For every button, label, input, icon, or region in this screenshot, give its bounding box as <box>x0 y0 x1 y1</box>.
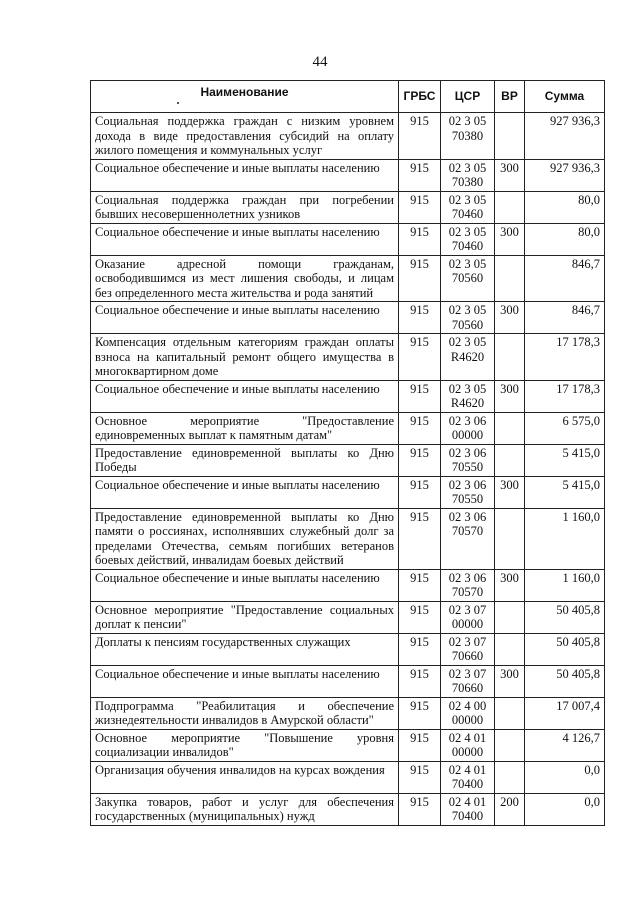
header-name: Наименование <box>91 81 399 113</box>
row-vr <box>495 444 525 476</box>
row-grbs: 915 <box>399 601 441 633</box>
row-sum: 50 405,8 <box>525 633 605 665</box>
table-row <box>91 191 605 223</box>
row-csr <box>441 476 495 508</box>
row-name: Социальное обеспечение и иные выплаты населению <box>91 159 399 191</box>
row-csr-line1: 02 4 01 <box>448 794 487 809</box>
row-csr <box>441 793 495 825</box>
table-header-row <box>91 81 605 113</box>
row-vr: 300 <box>495 569 525 601</box>
row-sum: 17 178,3 <box>525 334 605 381</box>
row-vr: 300 <box>495 223 525 255</box>
row-csr-line2: 70380 <box>451 128 484 143</box>
row-vr <box>495 113 525 160</box>
row-csr-line2: 00000 <box>451 428 484 442</box>
row-csr <box>441 412 495 444</box>
row-csr <box>441 508 495 569</box>
row-name: Основное мероприятие "Предоставление социальных доплат к пенсии" <box>91 601 399 633</box>
row-csr-line1: 02 3 05 <box>448 335 487 349</box>
row-vr: 300 <box>495 665 525 697</box>
table-row <box>91 633 605 665</box>
row-grbs: 915 <box>399 380 441 412</box>
row-csr-line2: 70550 <box>451 492 484 506</box>
row-csr-line1: 02 3 05 <box>448 224 487 239</box>
row-csr <box>441 159 495 191</box>
row-csr-line1: 02 3 06 <box>448 445 487 460</box>
row-vr: 300 <box>495 380 525 412</box>
table-row <box>91 793 605 825</box>
row-grbs: 915 <box>399 697 441 729</box>
row-name: Доплаты к пенсиям государственных служащих <box>91 633 399 665</box>
row-csr-line1: 02 3 06 <box>448 413 487 428</box>
row-grbs: 915 <box>399 255 441 302</box>
row-csr <box>441 334 495 381</box>
header-vr: ВР <box>495 81 525 113</box>
row-name: Предоставление единовременной выплаты ко Дню памяти о россиянах, исполнявших служебный долг за пределами Отечества, семьям погибших ветеранов боевых действий, инвалидам боевых действий <box>91 508 399 569</box>
row-grbs: 915 <box>399 113 441 160</box>
table-row <box>91 223 605 255</box>
row-grbs: 915 <box>399 793 441 825</box>
table-row <box>91 444 605 476</box>
row-sum: 0,0 <box>525 761 605 793</box>
table-row <box>91 412 605 444</box>
row-vr <box>495 761 525 793</box>
row-csr-line2: 70560 <box>451 271 484 285</box>
table-row <box>91 302 605 334</box>
row-name: Социальное обеспечение и иные выплаты населению <box>91 302 399 334</box>
row-csr-line2: 70400 <box>451 809 484 823</box>
row-csr <box>441 633 495 665</box>
row-name: Социальное обеспечение и иные выплаты населению <box>91 665 399 697</box>
table-row <box>91 761 605 793</box>
row-grbs: 915 <box>399 302 441 334</box>
row-grbs: 915 <box>399 665 441 697</box>
row-grbs: 915 <box>399 159 441 191</box>
row-grbs: 915 <box>399 508 441 569</box>
row-vr <box>495 255 525 302</box>
row-sum: 1 160,0 <box>525 508 605 569</box>
row-csr-line2: 00000 <box>451 617 484 631</box>
row-csr-line1: 02 3 06 <box>448 477 487 492</box>
row-sum: 5 415,0 <box>525 444 605 476</box>
row-csr-line2: 70660 <box>451 681 484 695</box>
row-csr-line1: 02 3 05 <box>448 303 487 317</box>
table-body <box>91 113 605 826</box>
row-csr-line1: 02 3 07 <box>448 602 487 617</box>
row-csr <box>441 444 495 476</box>
table-row <box>91 159 605 191</box>
row-sum: 6 575,0 <box>525 412 605 444</box>
budget-table <box>90 80 605 826</box>
row-csr-line1: 02 3 07 <box>448 634 487 649</box>
row-sum: 50 405,8 <box>525 601 605 633</box>
table-row <box>91 601 605 633</box>
row-csr-line1: 02 4 01 <box>448 762 487 777</box>
row-csr-line2: 70400 <box>451 777 484 791</box>
row-sum: 17 007,4 <box>525 697 605 729</box>
row-csr-line2: 70570 <box>451 524 484 538</box>
row-csr <box>441 255 495 302</box>
row-vr <box>495 601 525 633</box>
header-csr: ЦСР <box>441 81 495 113</box>
row-csr <box>441 729 495 761</box>
row-csr-line2: 70550 <box>451 460 484 474</box>
row-sum: 0,0 <box>525 793 605 825</box>
row-csr-line2: 70380 <box>451 175 484 189</box>
row-grbs: 915 <box>399 729 441 761</box>
row-name: Оказание адресной помощи гражданам, освободившимся из мест лишения свободы, и лицам без определенного места жительства и рода занятий <box>91 255 399 302</box>
row-grbs: 915 <box>399 191 441 223</box>
table-row <box>91 569 605 601</box>
row-csr-line2: 00000 <box>451 745 484 759</box>
row-csr <box>441 601 495 633</box>
row-csr <box>441 113 495 160</box>
row-sum: 927 936,3 <box>525 113 605 160</box>
row-name: Компенсация отдельным категориям граждан оплаты взноса на капитальный ремонт общего имущества в многоквартирном доме <box>91 334 399 381</box>
row-grbs: 915 <box>399 761 441 793</box>
row-csr-line1: 02 4 00 <box>448 698 487 713</box>
row-sum: 5 415,0 <box>525 476 605 508</box>
row-grbs: 915 <box>399 476 441 508</box>
table-row <box>91 665 605 697</box>
row-vr <box>495 697 525 729</box>
page-number: 44 <box>312 54 328 70</box>
row-csr-line1: 02 3 05 <box>448 192 487 207</box>
row-csr-line1: 02 3 06 <box>448 570 487 585</box>
table-row <box>91 255 605 302</box>
row-name: Социальное обеспечение и иные выплаты населению <box>91 569 399 601</box>
row-sum: 80,0 <box>525 223 605 255</box>
row-name: Организация обучения инвалидов на курсах вождения <box>91 761 399 793</box>
row-vr: 300 <box>495 159 525 191</box>
row-csr-line1: 02 3 05 <box>448 114 487 128</box>
row-csr <box>441 761 495 793</box>
row-csr-line1: 02 3 05 <box>448 256 487 271</box>
row-csr-line2: R4620 <box>450 349 485 364</box>
row-csr-line1: 02 3 05 <box>448 160 487 175</box>
row-vr: 300 <box>495 302 525 334</box>
row-csr <box>441 697 495 729</box>
row-csr-line1: 02 4 01 <box>448 730 487 745</box>
table-row <box>91 334 605 381</box>
row-sum: 846,7 <box>525 302 605 334</box>
row-vr <box>495 412 525 444</box>
row-csr <box>441 191 495 223</box>
table-row <box>91 380 605 412</box>
row-name: Подпрограмма "Реабилитация и обеспечение жизнедеятельности инвалидов в Амурской области" <box>91 697 399 729</box>
row-csr-line2: 70460 <box>451 239 484 253</box>
row-csr <box>441 569 495 601</box>
row-name: Социальная поддержка граждан с низким уровнем дохода в виде предоставления субсидий на оплату жилого помещения и коммунальных услуг <box>91 113 399 160</box>
row-grbs: 915 <box>399 412 441 444</box>
table-row <box>91 697 605 729</box>
row-name: Социальное обеспечение и иные выплаты населению <box>91 476 399 508</box>
row-csr-line2: 70660 <box>451 649 484 663</box>
row-csr <box>441 665 495 697</box>
row-sum: 4 126,7 <box>525 729 605 761</box>
table-row <box>91 729 605 761</box>
row-csr <box>441 302 495 334</box>
table-row <box>91 113 605 160</box>
row-name: Основное мероприятие "Повышение уровня социализации инвалидов" <box>91 729 399 761</box>
row-grbs: 915 <box>399 569 441 601</box>
row-csr-line2: 70560 <box>451 317 484 332</box>
table-row <box>91 476 605 508</box>
row-vr <box>495 191 525 223</box>
header-grbs: ГРБС <box>399 81 441 113</box>
row-sum: 17 178,3 <box>525 380 605 412</box>
row-name: Социальное обеспечение и иные выплаты населению <box>91 223 399 255</box>
row-vr <box>495 508 525 569</box>
row-vr: 200 <box>495 793 525 825</box>
row-sum: 927 936,3 <box>525 159 605 191</box>
row-vr: 300 <box>495 476 525 508</box>
row-sum: 846,7 <box>525 255 605 302</box>
row-csr-line1: 02 3 05 <box>448 381 487 396</box>
header-sum: Сумма <box>525 81 605 113</box>
row-name: Предоставление единовременной выплаты ко Дню Победы <box>91 444 399 476</box>
table-row <box>91 508 605 569</box>
row-vr <box>495 633 525 665</box>
row-csr-line1: 02 3 07 <box>448 666 487 681</box>
row-csr-line2: R4620 <box>450 396 485 410</box>
row-grbs: 915 <box>399 223 441 255</box>
row-csr-line2: 70460 <box>451 207 484 221</box>
row-name: Социальное обеспечение и иные выплаты населению <box>91 380 399 412</box>
row-vr <box>495 729 525 761</box>
row-csr-line1: 02 3 06 <box>448 509 487 524</box>
row-name: Закупка товаров, работ и услуг для обеспечения государственных (муниципальных) нужд <box>91 793 399 825</box>
row-csr-line2: 70570 <box>451 585 484 599</box>
row-grbs: 915 <box>399 633 441 665</box>
row-sum: 1 160,0 <box>525 569 605 601</box>
row-csr <box>441 380 495 412</box>
row-sum: 50 405,8 <box>525 665 605 697</box>
row-vr <box>495 334 525 381</box>
row-name: Основное мероприятие "Предоставление единовременных выплат к памятным датам" <box>91 412 399 444</box>
row-name: Социальная поддержка граждан при погребении бывших несовершеннолетних узников <box>91 191 399 223</box>
row-csr-line2: 00000 <box>451 713 484 727</box>
row-grbs: 915 <box>399 444 441 476</box>
row-sum: 80,0 <box>525 191 605 223</box>
row-csr <box>441 223 495 255</box>
row-grbs: 915 <box>399 334 441 381</box>
